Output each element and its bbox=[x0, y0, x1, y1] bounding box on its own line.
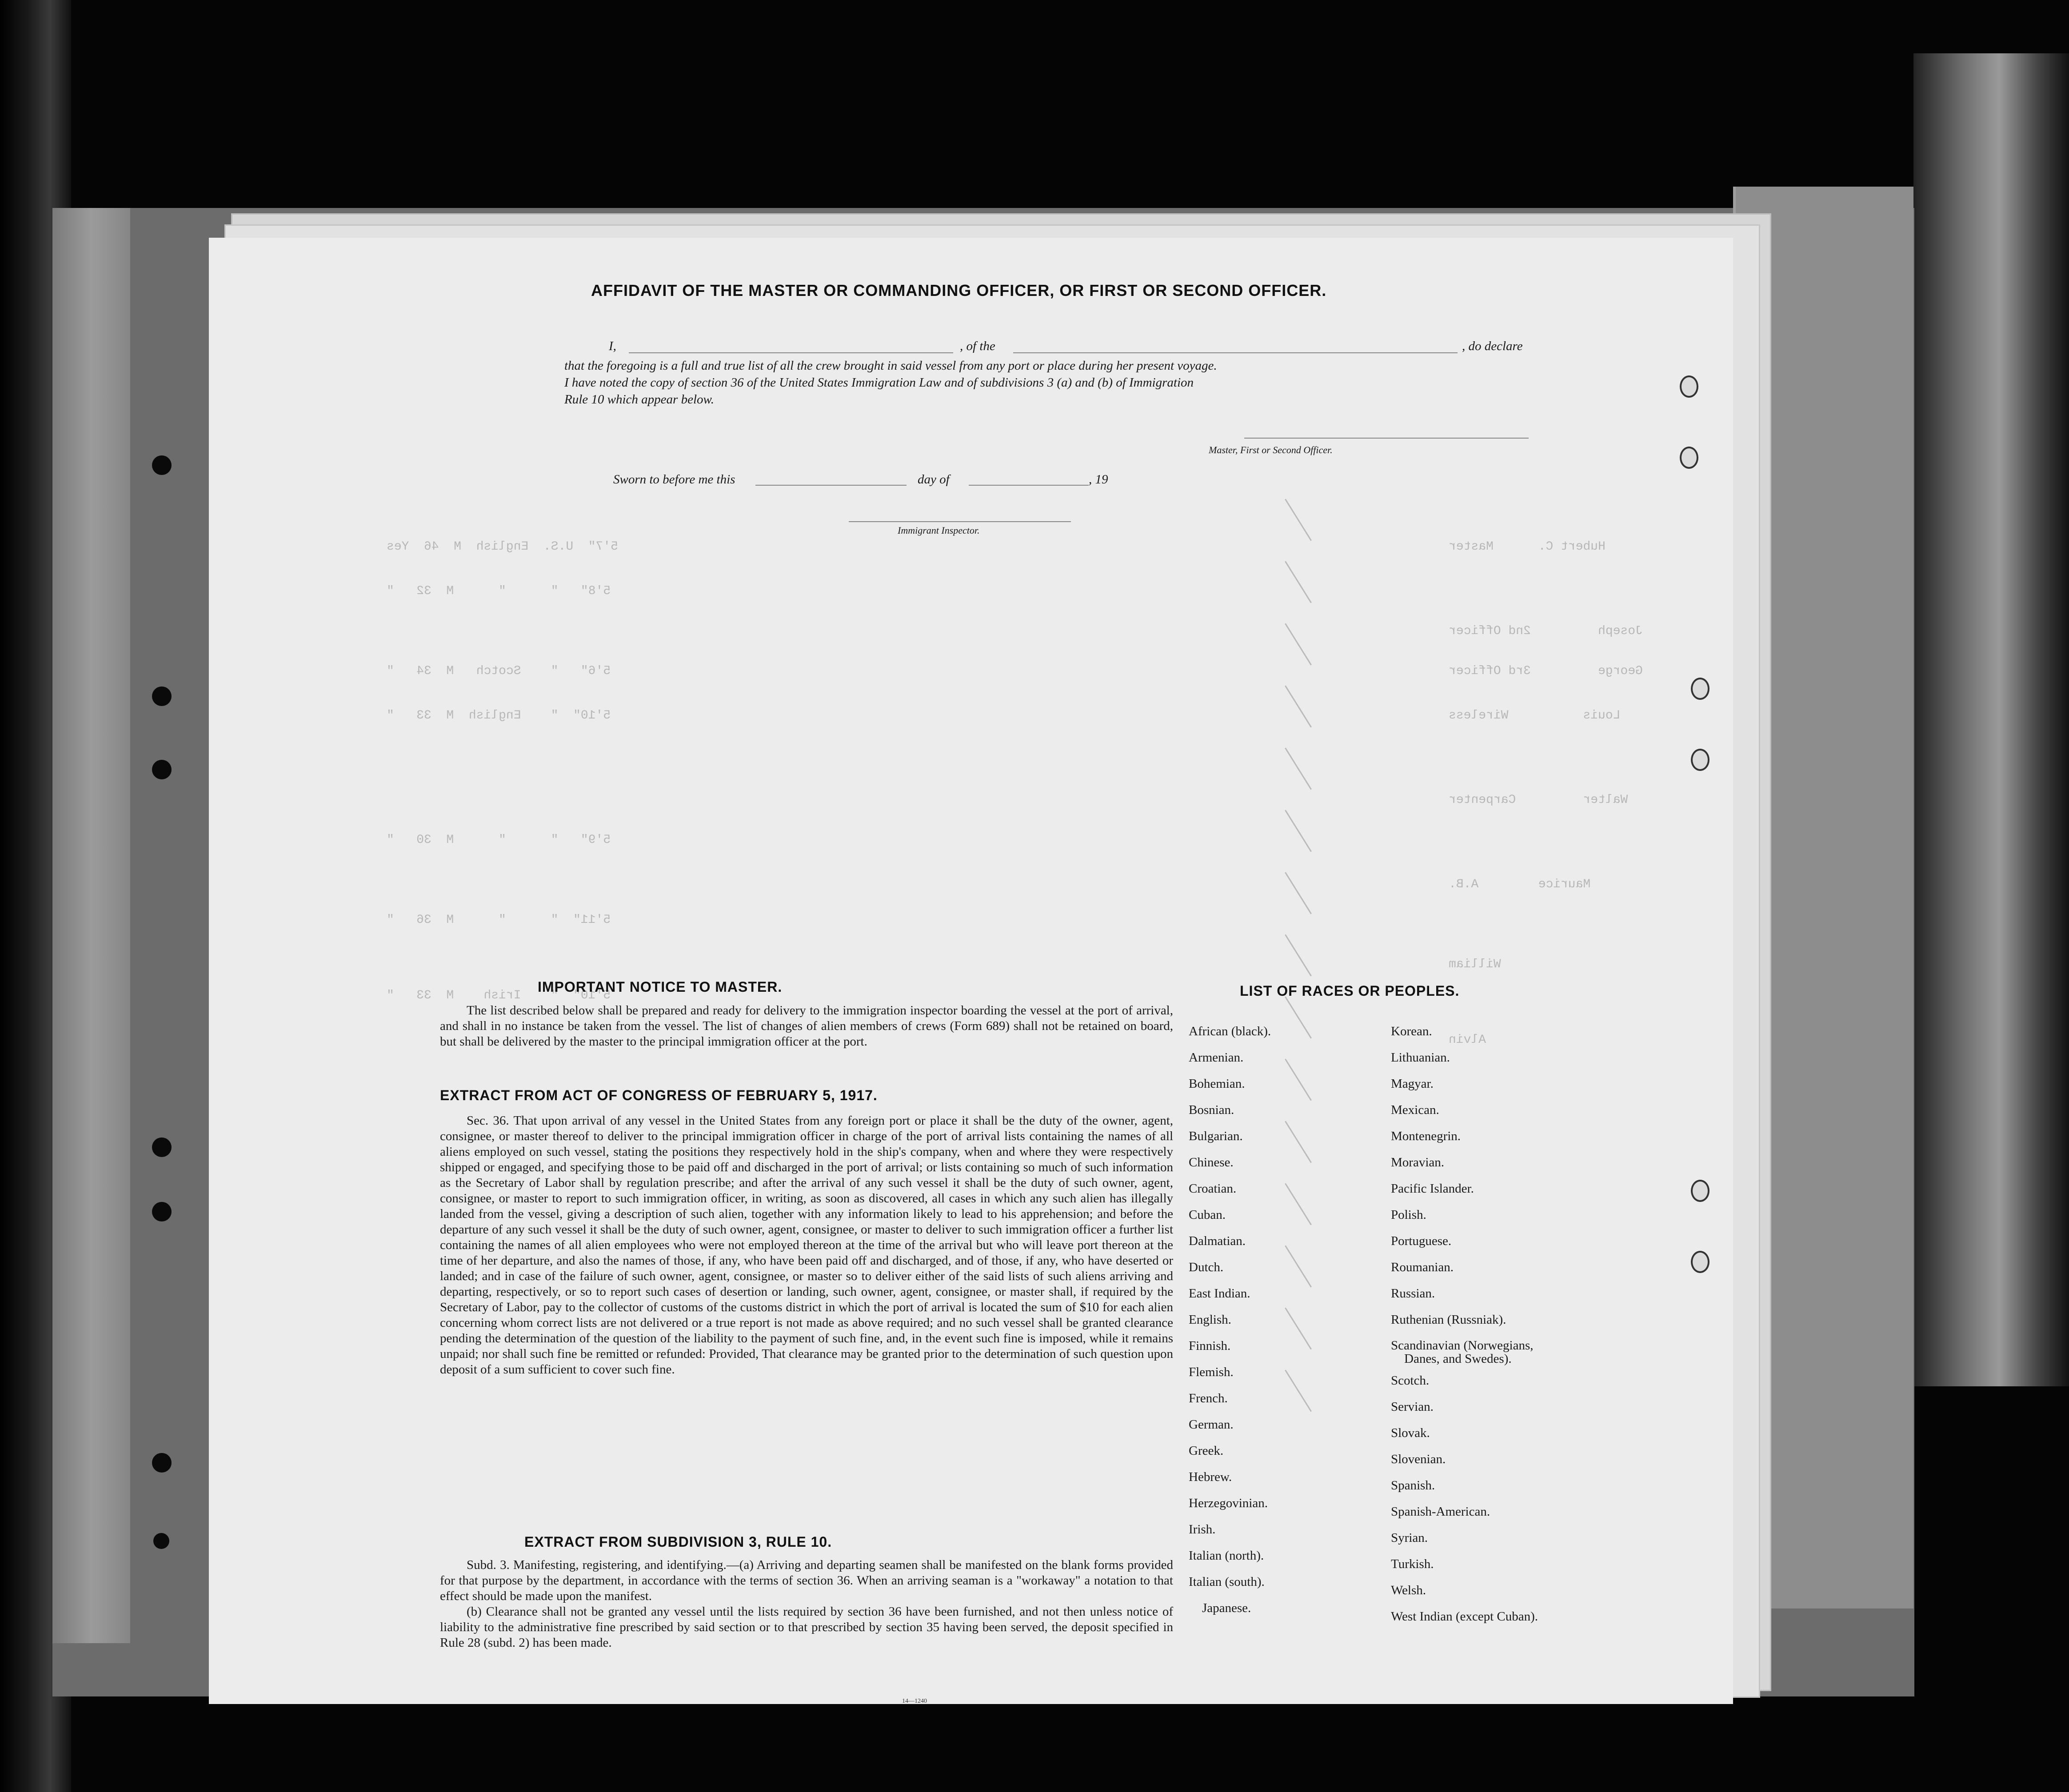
race-item: Hebrew. bbox=[1189, 1470, 1232, 1484]
bleed-through-text: Alvin bbox=[1449, 1033, 1486, 1047]
race-item: Scotch. bbox=[1391, 1373, 1430, 1388]
race-item: West Indian (except Cuban). bbox=[1391, 1609, 1538, 1624]
race-item: East Indian. bbox=[1189, 1286, 1250, 1301]
race-item: Spanish. bbox=[1391, 1478, 1435, 1493]
notice-title: IMPORTANT NOTICE TO MASTER. bbox=[538, 979, 783, 995]
race-item: Irish. bbox=[1189, 1522, 1216, 1537]
form-number: 14—1240 bbox=[902, 1698, 927, 1704]
race-item: Magyar. bbox=[1391, 1077, 1434, 1091]
bleed-through-text: Walter Carpenter bbox=[1449, 793, 1628, 807]
race-item bbox=[1391, 1339, 1538, 1373]
race-item: Spanish-American. bbox=[1391, 1505, 1490, 1519]
race-item: Bohemian. bbox=[1189, 1077, 1245, 1091]
bleed-through-mark bbox=[1285, 1121, 1312, 1163]
punch-hole bbox=[152, 455, 172, 475]
race-item: Portuguese. bbox=[1391, 1234, 1452, 1248]
extract-rule-title: EXTRACT FROM SUBDIVISION 3, RULE 10. bbox=[524, 1534, 832, 1550]
race-item: Slovenian. bbox=[1391, 1452, 1446, 1466]
race-item: Bosnian. bbox=[1189, 1103, 1234, 1117]
race-item: African (black). bbox=[1189, 1024, 1271, 1038]
race-item: Russian. bbox=[1391, 1286, 1435, 1301]
race-item: English. bbox=[1189, 1313, 1231, 1327]
extract-act-body bbox=[440, 1113, 1173, 1377]
race-item: German. bbox=[1189, 1417, 1234, 1432]
bleed-through-mark bbox=[1285, 499, 1312, 541]
subdivision-a-paragraph: Subd. 3. Manifesting, registering, and identifying.—(a) Arriving and departing seamen shall be manifested on the blank forms provided for that purpose by the department, in accordance with the terms of section 36. When an arriving seaman is a "workaway" a notation to that effect should be made upon the manifest. bbox=[440, 1558, 1173, 1603]
binder-hole bbox=[1691, 1251, 1710, 1273]
race-item-line: Scandinavian (Norwegians, bbox=[1391, 1338, 1534, 1353]
race-item: Finnish. bbox=[1189, 1339, 1231, 1353]
bleed-through-mark bbox=[1285, 934, 1312, 977]
backing-strip-left bbox=[52, 208, 130, 1643]
affidavit-i: I, bbox=[609, 339, 616, 353]
race-item: Turkish. bbox=[1391, 1557, 1434, 1571]
year-text: , 19 bbox=[1089, 472, 1108, 487]
document-page bbox=[209, 238, 1733, 1704]
races-title: LIST OF RACES OR PEOPLES. bbox=[1240, 983, 1460, 999]
binder-hole bbox=[1680, 447, 1698, 469]
race-item: Greek. bbox=[1189, 1444, 1224, 1458]
bleed-through-mark bbox=[1285, 561, 1312, 603]
affidavit-line-2: that the foregoing is a full and true list of all the crew brought in said vessel from any port or place during her present voyage. bbox=[564, 359, 1217, 373]
affidavit-line-4: Rule 10 which appear below. bbox=[564, 392, 714, 407]
bleed-through-text: Maurice A.B. bbox=[1449, 878, 1591, 891]
race-item: Slovak. bbox=[1391, 1426, 1430, 1440]
bleed-through-text: 5'10" " English M 33 " bbox=[387, 709, 611, 722]
race-item: Pacific Islander. bbox=[1391, 1181, 1474, 1196]
section-36-paragraph: Sec. 36. That upon arrival of any vessel in the United States from any foreign port or place it shall be the duty of the owner, agent, consignee, or master thereof to deliver to the principal immigration officer in charge of the port of arrival lists containing the names of all aliens employed on such vessel, stating the positions they respectively hold in the ship's company, when and where they were respectively shipped or engaged, and specifying those to be paid off and discharged in the port of arrival; or lists containing so much of such information as the Secretary of Labor shall by regulation prescribe; and after the arrival of any such vessel it shall be the duty of such owner, agent, consignee, or master to report to such immigration officer, in writing, as soon as discovered, all cases in which any such alien has illegally landed from the vessel, giving a description of such alien, together with any information likely to lead to his apprehension; and before the departure of any such vessel it shall be the duty of such owner, agent, consignee, or master to deliver to such immigration officer a further list containing the names of all alien employees who were not employed thereon at the time of the arrival but who will leave port thereon at the time of her departure, and also the names of those, if any, who have been paid off and discharged, and of those, if any, who have deserted or landed; and in case of the failure of such owner, agent, consignee, or master so to deliver either of the said lists of such aliens arriving and departing, respectively, or so to report such cases of desertion or landing, such owner, agent, consignee, or master shall, if required by the Secretary of Labor, pay to the collector of customs of the customs district in which the port of arrival is located the sum of $10 for each alien concerning whom correct lists are not delivered or a true report is not made as above required; and no such vessel shall be granted clearance pending the determination of the question of the liability to the payment of such fine, and, in the event such fine is imposed, while it remains unpaid; nor shall such fine be remitted or refunded: Provided, That clearance may be granted prior to the determination of such question upon deposit of a sum sufficient to cover such fine. bbox=[440, 1114, 1173, 1377]
race-item: Welsh. bbox=[1391, 1583, 1426, 1597]
punch-hole bbox=[152, 1202, 172, 1221]
race-item: Dalmatian. bbox=[1189, 1234, 1246, 1248]
name-blank bbox=[629, 352, 953, 353]
day-blank bbox=[755, 485, 907, 486]
binder-hole bbox=[1691, 678, 1710, 700]
race-item: Syrian. bbox=[1391, 1531, 1428, 1545]
extract-act-title: EXTRACT FROM ACT OF CONGRESS OF FEBRUARY 5, 1917. bbox=[440, 1087, 878, 1103]
affidavit-of-the: , of the bbox=[960, 339, 995, 353]
punch-hole bbox=[152, 1137, 172, 1157]
race-item: Japanese. bbox=[1202, 1601, 1251, 1615]
race-item: Italian (north). bbox=[1189, 1549, 1264, 1563]
race-item: Bulgarian. bbox=[1189, 1129, 1243, 1143]
race-item: Dutch. bbox=[1189, 1260, 1224, 1274]
bleed-through-text: George 3rd Officer bbox=[1449, 664, 1643, 678]
bleed-through-mark bbox=[1285, 1370, 1312, 1412]
notice-body bbox=[440, 1003, 1173, 1050]
bleed-through-mark bbox=[1285, 748, 1312, 790]
punch-hole bbox=[152, 1453, 172, 1473]
vessel-blank bbox=[1013, 352, 1458, 353]
extract-rule-body bbox=[440, 1557, 1173, 1651]
inspector-label: Immigrant Inspector. bbox=[898, 525, 980, 536]
bleed-through-mark bbox=[1285, 997, 1312, 1039]
race-item: Korean. bbox=[1391, 1024, 1432, 1038]
races-column-2 bbox=[1391, 1024, 1538, 1636]
bleed-through-mark bbox=[1285, 623, 1312, 666]
bleed-through-mark bbox=[1285, 1308, 1312, 1350]
bleed-through-text: 5'7" U.S. English M 46 Yes bbox=[387, 540, 618, 554]
race-item: Herzegovinian. bbox=[1189, 1496, 1268, 1510]
subdivision-b-paragraph: (b) Clearance shall not be granted any vessel until the lists required by section 36 have been furnished, and not then unless notice of liability to the administrative fine prescribed by said section or to that prescribed by section 35 having been served, the deposit specified in Rule 28 (subd. 2) has been made. bbox=[440, 1604, 1173, 1650]
bleed-through-mark bbox=[1285, 810, 1312, 852]
race-item: Italian (south). bbox=[1189, 1575, 1265, 1589]
race-item: Polish. bbox=[1391, 1208, 1426, 1222]
race-item: Mexican. bbox=[1391, 1103, 1439, 1117]
bleed-through-text: 5'8" " " M 32 " bbox=[387, 584, 611, 598]
bleed-through-text: 5'11" " " M 36 " bbox=[387, 913, 611, 927]
month-blank bbox=[969, 485, 1089, 486]
bleed-through-text: 5'6" " Scotch M 34 " bbox=[387, 664, 611, 678]
binder-hole bbox=[1691, 749, 1710, 771]
affidavit-title: AFFIDAVIT OF THE MASTER OR COMMANDING OFFICER, OR FIRST OR SECOND OFFICER. bbox=[591, 281, 1327, 299]
race-item: Lithuanian. bbox=[1391, 1050, 1450, 1065]
bleed-through-mark bbox=[1285, 1183, 1312, 1225]
notice-paragraph: The list described below shall be prepared and ready for delivery to the immigration inspector boarding the vessel at the port of arrival, and shall in no instance be taken from the vessel. The list of changes of alien members of crews (Form 689) shall not be retained on board, but shall be delivered by the master to the principal immigration officer at the port. bbox=[440, 1003, 1173, 1049]
binder-hole bbox=[1680, 375, 1698, 398]
affidavit-declare: , do declare bbox=[1462, 339, 1523, 353]
race-item: Montenegrin. bbox=[1391, 1129, 1461, 1143]
bleed-through-text: Hubert C. Master bbox=[1449, 540, 1606, 554]
punch-hole bbox=[152, 760, 172, 779]
bleed-through-mark bbox=[1285, 686, 1312, 728]
bleed-through-text: Louis Wireless bbox=[1449, 709, 1621, 722]
race-item: French. bbox=[1189, 1391, 1228, 1405]
binder-hole bbox=[1691, 1180, 1710, 1202]
race-item: Armenian. bbox=[1189, 1050, 1244, 1065]
race-item: Roumanian. bbox=[1391, 1260, 1454, 1274]
bleed-through-mark bbox=[1285, 1245, 1312, 1288]
race-item: Chinese. bbox=[1189, 1155, 1234, 1169]
bleed-through-text: 5'10" " Irish M 33 " bbox=[387, 989, 611, 1002]
sworn-text: Sworn to before me this bbox=[613, 472, 735, 487]
race-item: Cuban. bbox=[1189, 1208, 1226, 1222]
race-item-continuation: Danes, and Swedes). bbox=[1404, 1352, 1512, 1366]
bleed-through-mark bbox=[1285, 1059, 1312, 1101]
punch-hole bbox=[153, 1533, 169, 1549]
races-column-1 bbox=[1189, 1024, 1271, 1627]
race-item: Moravian. bbox=[1391, 1155, 1444, 1169]
affidavit-line-3: I have noted the copy of section 36 of the United States Immigration Law and of subdivisions 3 (a) and (b) of Immigration bbox=[564, 375, 1194, 390]
day-of-text: day of bbox=[918, 472, 950, 487]
master-label: Master, First or Second Officer. bbox=[1209, 444, 1333, 455]
punch-hole bbox=[152, 686, 172, 706]
bleed-through-text: Joseph 2nd Officer bbox=[1449, 624, 1643, 638]
signature-line bbox=[1244, 438, 1529, 439]
bleed-through-text: 5'9" " " M 30 " bbox=[387, 833, 611, 847]
film-edge-right bbox=[1913, 53, 2069, 1386]
race-item: Ruthenian (Russniak). bbox=[1391, 1313, 1506, 1327]
race-item: Croatian. bbox=[1189, 1181, 1237, 1196]
race-item: Servian. bbox=[1391, 1400, 1434, 1414]
race-item: Flemish. bbox=[1189, 1365, 1234, 1379]
bleed-through-text: William bbox=[1449, 958, 1501, 971]
inspector-line bbox=[849, 521, 1071, 522]
bleed-through-mark bbox=[1285, 872, 1312, 914]
